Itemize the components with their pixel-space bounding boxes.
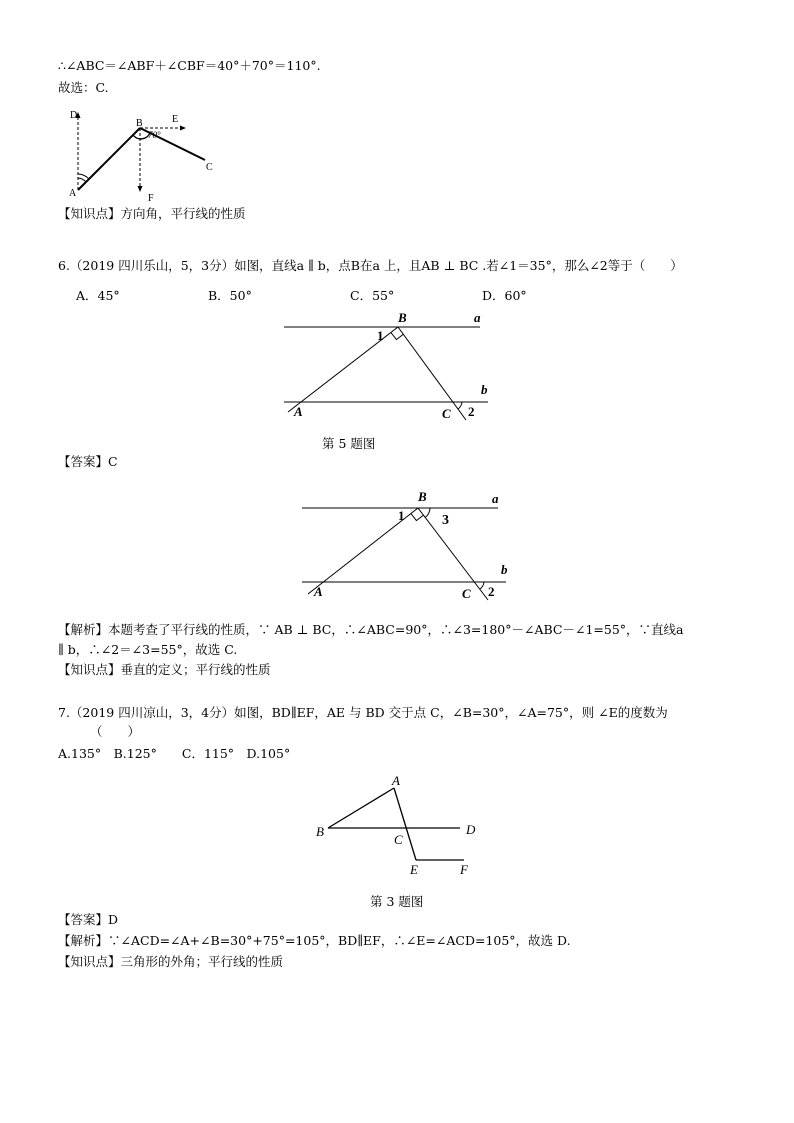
q6f2-label-A: A — [314, 584, 323, 599]
q6-caption: 第 5 题图 — [322, 436, 376, 451]
q7-options: A.135° B.125° C．115° D.105° — [58, 746, 291, 761]
q6-analysis-line-2: ∥ b，∴∠2＝∠3=55°，故选 C. — [58, 642, 238, 657]
q7-label-F: F — [460, 862, 468, 877]
q6-figure-1 — [270, 308, 510, 426]
q6-answer: 【答案】C — [58, 454, 118, 469]
label-D: D — [70, 110, 78, 121]
q6f1-label-b: b — [481, 382, 488, 397]
q6-option-a: A．45° — [76, 288, 120, 303]
q7-analysis: 【解析】∵∠ACD=∠A+∠B=30°+75°=105°，BD∥EF，∴∠E=∠ACD=105°，故选 D. — [58, 933, 571, 948]
q7-figure — [310, 770, 490, 882]
q7-knowledge-point: 【知识点】三角形的外角；平行线的性质 — [58, 954, 284, 969]
q6f1-label-A: A — [294, 404, 303, 419]
q6f2-label-3: 3 — [442, 513, 449, 528]
q7-label-C: C — [394, 832, 403, 847]
q7-label-E: E — [410, 862, 418, 877]
q6f1-label-a: a — [474, 310, 481, 325]
q6f1-label-C: C — [442, 406, 451, 421]
knowledge-point-top: 【知识点】方向角，平行线的性质 — [58, 206, 246, 221]
q6f2-label-b: b — [501, 562, 508, 577]
q7-caption: 第 3 题图 — [370, 894, 424, 909]
q7-stem-paren: （ ） — [90, 724, 141, 739]
label-E: E — [172, 114, 179, 125]
q7-label-D: D — [466, 822, 476, 837]
q6f2-label-1: 1 — [398, 508, 405, 523]
label-A: A — [69, 188, 77, 199]
q6-options — [76, 288, 527, 304]
q6-option-c: C．55° — [350, 288, 395, 303]
q6f1-label-1: 1 — [377, 328, 384, 343]
q7-label-B: B — [316, 824, 324, 839]
q6f2-label-2: 2 — [488, 584, 495, 599]
q6f2-label-C: C — [462, 586, 471, 601]
q6-option-b: B．50° — [208, 288, 252, 303]
q6-stem: 6.（2019 四川乐山，5，3分）如图，直线a ∥ b，点B在a 上，且AB ⊥ BC .若∠1＝35°，那么∠2等于（ ） — [58, 258, 683, 273]
conclusion-line: ∴∠ABC＝∠ABF＋∠CBF＝40°＋70°＝110°. — [58, 58, 321, 73]
q6-analysis-line-1: 【解析】本题考查了平行线的性质，∵ AB ⊥ BC，∴∠ABC=90°，∴∠3=180°－∠ABC－∠1=55°，∵直线a — [58, 622, 684, 637]
answer-line: 故选：C. — [58, 80, 109, 95]
q6f1-label-2: 2 — [468, 404, 475, 419]
q6-knowledge-point: 【知识点】垂直的定义；平行线的性质 — [58, 662, 271, 677]
q7-answer: 【答案】D — [58, 912, 119, 927]
direction-angle-figure — [60, 104, 230, 204]
q6f2-label-a: a — [492, 491, 499, 506]
label-B: B — [136, 118, 143, 129]
q6-option-d: D．60° — [482, 288, 527, 303]
label-C: C — [206, 162, 213, 173]
label-angle: 70° — [148, 130, 161, 140]
q7-stem: 7.（2019 四川凉山，3，4分）如图，BD∥EF，AE 与 BD 交于点 C，∠B=30°，∠A=75°，则 ∠E的度数为 — [58, 705, 668, 720]
q6f1-label-B: B — [398, 310, 407, 325]
q6f2-label-B: B — [418, 489, 427, 504]
q7-label-A: A — [392, 773, 400, 788]
q6-figure-2 — [290, 486, 530, 604]
label-F: F — [148, 193, 154, 204]
